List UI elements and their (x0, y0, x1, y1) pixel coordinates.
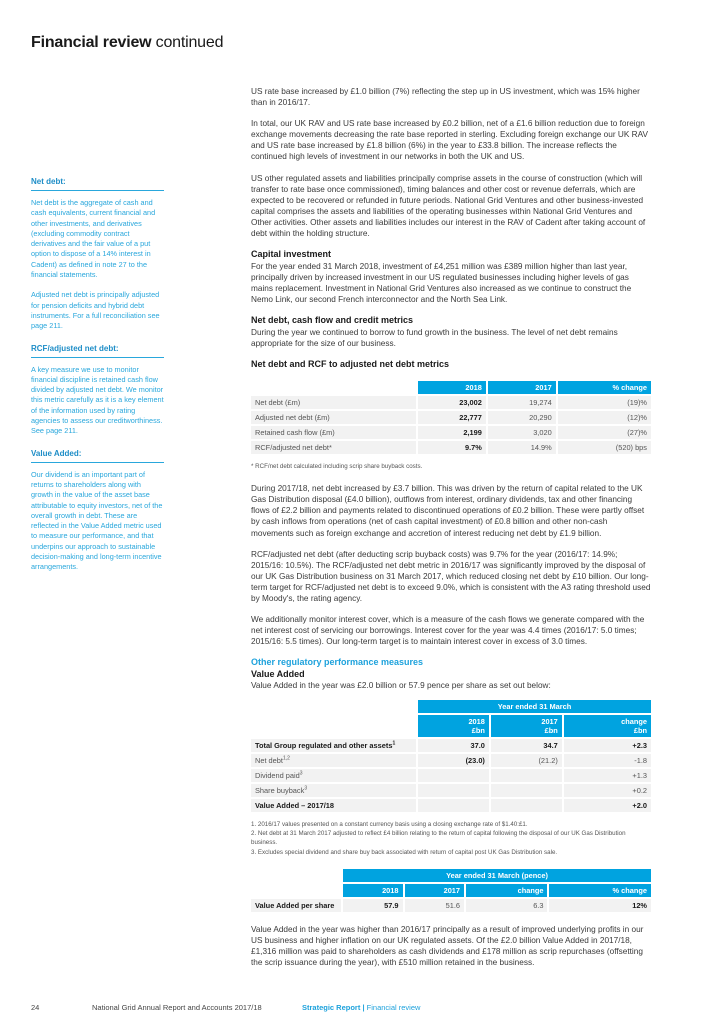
row-label-text: Dividend paid (255, 770, 300, 780)
cell-2018: 22,777 (416, 411, 486, 424)
table-header-blank (251, 700, 416, 713)
table-header-row (251, 715, 651, 737)
section-breadcrumb (302, 1003, 420, 1013)
cell-2017: 51.6 (403, 899, 465, 912)
table-header-cell (562, 715, 651, 737)
cell-pct-change: 12% (547, 899, 651, 912)
breadcrumb-section[interactable]: Strategic Report (302, 1002, 361, 1012)
page-title-light: continued (155, 34, 224, 51)
table2-footnotes (251, 820, 651, 858)
table-group-header: Year ended 31 March (pence) (341, 869, 651, 882)
cell-2018: (23.0) (416, 754, 489, 767)
header-year: 2017 (541, 716, 558, 726)
cell-change: -1.8 (562, 754, 651, 767)
page-footer (31, 1003, 711, 1015)
cell-2018: 2,199 (416, 426, 486, 439)
sidebar-value-added (31, 449, 164, 573)
table-row (251, 426, 651, 439)
value-added-subheading: Value Added (251, 668, 305, 679)
header-unit: £bn (544, 725, 558, 735)
row-label (251, 769, 416, 782)
body-paragraph: RCF/adjusted net debt (after deducting scrip buyback costs) was 9.7% for the year (2016/17: 14.9%; 2015/16: 10.5%). The RCF/adjusted net debt metric in 2016/17 was significantly improved by the disposal of our UK Gas Distribution business on 31 March 2017, which reduced closing net debt by £10 billion. Our long-term target for RCF/adjusted net debt is to exceed 9.0%, which is consistent with the A3 rating threshold used by Moody's, the rating agency. (251, 549, 651, 604)
cell-2018: 57.9 (341, 899, 403, 912)
row-label-text: Net debt (255, 755, 283, 765)
cell-2017: 14.9% (486, 441, 556, 454)
cell-change: +2.3 (562, 739, 651, 752)
table-header-row (251, 381, 651, 394)
table-header-blank (251, 884, 341, 897)
table-header-cell (416, 715, 489, 737)
row-label: Net debt (£m) (251, 396, 416, 409)
table-header-cell: 2017 (403, 884, 465, 897)
row-label-text: Share buyback (255, 785, 305, 795)
table1-footnote: * RCF/net debt calculated including scrip share buyback costs. (251, 463, 423, 471)
table-row (251, 769, 651, 782)
page-number: 24 (31, 1002, 40, 1012)
cell-2018 (416, 799, 489, 812)
value-added-table (251, 698, 651, 814)
cell-2017: 20,290 (486, 411, 556, 424)
table-header-cell: 2017 (486, 381, 556, 394)
sidebar-net-debt (31, 177, 164, 332)
table-header-cell: 2018 (416, 381, 486, 394)
cell-change: +1.3 (562, 769, 651, 782)
row-label-sup: 3 (304, 785, 308, 792)
table-header-blank (251, 381, 416, 394)
net-debt-heading: Net debt, cash flow and credit metrics (251, 315, 414, 325)
sidebar-heading: Value Added: (31, 449, 164, 463)
body-paragraph: During 2017/18, net debt increased by £3.7 billion. This was driven by the return of capital related to the UK Gas Distribution disposal (£4.0 billion), outflows from interest, ordinary dividends, tax and other financing flows of £2.2 billion and payments related to discontinued operations of £0.2 billion. These were partly offset by cash inflows from operations (net of cash capital investment) of £0.8 billion and other non-cash movements such as foreign exchange and accretion of interest reducing net debt by £1.9 billion. (251, 484, 645, 538)
cell-2017 (489, 769, 562, 782)
table-header-cell: change (464, 884, 547, 897)
table-header-cell: % change (547, 884, 651, 897)
row-label (251, 739, 416, 752)
cell-2018: 9.7% (416, 441, 486, 454)
table-row (251, 754, 651, 767)
body-paragraph: US other regulated assets and liabilities principally comprise assets in the course of construction (which will transfer to rate base once commissioned), timing balances and other cost or revenue deferrals, which are expected to be recovered or refunded in future periods. National Grid Ventures and other business-invested capital comprises the assets and liabilities of the operating businesses within National Grid Ventures and Other activities. Other assets and liabilities includes our interest in the RAV of Cadent after taking account of debt within the holding structure. (251, 173, 646, 239)
cell-2017: 3,020 (486, 426, 556, 439)
table-header-cell (489, 715, 562, 737)
table-header-cell: % change (556, 381, 651, 394)
sidebar-paragraph: Net debt is the aggregate of cash and cash equivalents, current financial and other investments, and derivatives (excluding commodity contract derivatives and the fair value of a put option to dispose of a 14% interest in Cadent) as defined in note 27 to the financial statements. (31, 198, 156, 280)
table-group-header-row (251, 700, 651, 713)
cell-2017 (489, 799, 562, 812)
table-row (251, 899, 651, 912)
header-unit: £bn (471, 725, 485, 735)
table-group-header-row (251, 869, 651, 882)
cell-2017 (489, 784, 562, 797)
cell-change: (27)% (556, 426, 651, 439)
row-label: Adjusted net debt (£m) (251, 411, 416, 424)
value-added-intro: Value Added in the year was £2.0 billion or 57.9 pence per share as set out below: (251, 681, 551, 691)
cell-change: (520) bps (556, 441, 651, 454)
header-year: change (621, 716, 647, 726)
cell-2018 (416, 769, 489, 782)
page-title-bold: Financial review (31, 34, 152, 51)
table-row (251, 411, 651, 424)
footnote: 2. Net debt at 31 March 2017 adjusted to reflect £4 billion relating to the return of capital following the disposal of our UK Gas Distribution business. (251, 829, 626, 847)
table-header-row (251, 884, 651, 897)
row-label (251, 754, 416, 767)
closing-paragraph: Value Added in the year was higher than 2016/17 principally as a result of improved underlying profits in our US business and higher inflation on our UK regulated assets. Of the £2.0 billion Value Added in 2017/18, £1,316 million was paid to shareholders as cash dividends and £178 million as scrip repurchases (offsetting the scrip issuance during the year), with £510 million retained in the business. (251, 925, 644, 968)
body-paragraph: In total, our UK RAV and US rate base increased by £0.2 billion, net of a £1.6 billion reduction due to foreign exchange movements decreasing the rate base reported in sterling. Excluding foreign exchange our UK RAV and US rate base increased by £1.8 billion (6%) in the year to £33.8 billion. The increase reflects the continued high levels of investment in our networks in both the UK and US. (251, 119, 648, 162)
footnote: 3. Excludes special dividend and share buy back associated with return of capital post UK Gas Distribution sale. (251, 848, 558, 856)
table-group-header: Year ended 31 March (416, 700, 651, 713)
row-label: Retained cash flow (£m) (251, 426, 416, 439)
sidebar-heading: Net debt: (31, 177, 164, 191)
cell-2017: 34.7 (489, 739, 562, 752)
sidebar-paragraph: Adjusted net debt is principally adjusted for pension deficits and hybrid debt instruments. For a full reconciliation see page 211. (31, 290, 160, 331)
cell-change: +2.0 (562, 799, 651, 812)
body-paragraph: US rate base increased by £1.0 billion (7%) reflecting the step up in US investment, which was 15% higher than in 2016/17. (251, 87, 640, 108)
cell-2018: 37.0 (416, 739, 489, 752)
table-row (251, 799, 651, 812)
header-year: 2018 (468, 716, 485, 726)
main-content (251, 86, 651, 979)
row-label-sup: 1,2 (282, 755, 290, 762)
table-row (251, 441, 651, 454)
breadcrumb-separator: | (362, 1002, 365, 1012)
table-header-blank (251, 715, 416, 737)
cell-change: +0.2 (562, 784, 651, 797)
header-unit: £bn (633, 725, 647, 735)
sidebar-rcf (31, 344, 164, 437)
publication-title: National Grid Annual Report and Accounts 2017/18 (92, 1002, 262, 1012)
breadcrumb-subsection[interactable]: Financial review (366, 1002, 421, 1012)
table-row (251, 396, 651, 409)
body-paragraph: We additionally monitor interest cover, which is a measure of the cash flows we generate compared with the net interest cost of servicing our borrowings. Interest cover for the year was 4.4 times (2016/17: 5.0 times; 2015/16: 5.5 times). Our long-term target is to maintain interest cover in excess of 3.0 times. (251, 615, 645, 647)
net-debt-metrics-table (251, 379, 651, 456)
row-label: Value Added per share (251, 899, 341, 912)
table-row (251, 784, 651, 797)
capital-investment-heading: Capital investment (251, 249, 332, 260)
sidebar (31, 177, 164, 585)
row-label: RCF/adjusted net debt* (251, 441, 416, 454)
row-label: Value Added – 2017/18 (251, 799, 416, 812)
cell-2017: (21.2) (489, 754, 562, 767)
row-label-sup: 1 (392, 740, 396, 747)
cell-2017: 19,274 (486, 396, 556, 409)
capital-investment-text: For the year ended 31 March 2018, investment of £4,251 million was £389 million higher than last year, principally driven by increased investment in our US regulated businesses including higher levels of gas mains replacement. Investment in National Grid Ventures also increased as we continue to construct the Nemo Link, our second French interconnector and the North Sea Link. (251, 261, 632, 304)
cell-change: 6.3 (464, 899, 547, 912)
cell-2018 (416, 784, 489, 797)
net-debt-text: During the year we continued to borrow to fund growth in the business. The level of net debt remains appropriate for the size of our business. (251, 327, 618, 348)
row-label (251, 784, 416, 797)
cell-change: (19)% (556, 396, 651, 409)
sidebar-paragraph: Our dividend is an important part of returns to shareholders along with growth in the value of the asset base attributable to equity investors, net of the overall growth in debt. These are reflected in the Value Added metric used to measure our performance, and that underpins our approach to sustainable decision-making and long-term incentive arrangements. (31, 469, 163, 572)
other-measures-heading: Other regulatory performance measures (251, 657, 424, 668)
row-label-text: Total Group regulated and other assets (255, 740, 393, 750)
table-header-blank (251, 869, 341, 882)
sidebar-paragraph: A key measure we use to monitor financial discipline is retained cash flow divided by adjusted net debt. We monitor this metric carefully as it is a key element of the information used by rating agencies to assess our creditworthiness. See page 211. (31, 364, 164, 436)
value-added-per-share-table (251, 867, 651, 914)
cell-2018: 23,002 (416, 396, 486, 409)
table-header-cell: 2018 (341, 884, 403, 897)
footnote: 1. 2016/17 values presented on a constant currency basis using a closing exchange rate of $1.40:£1. (251, 820, 528, 828)
table-row (251, 739, 651, 752)
table1-title: Net debt and RCF to adjusted net debt metrics (251, 358, 450, 369)
row-label-sup: 3 (299, 770, 303, 777)
sidebar-heading: RCF/adjusted net debt: (31, 344, 164, 358)
cell-change: (12)% (556, 411, 651, 424)
